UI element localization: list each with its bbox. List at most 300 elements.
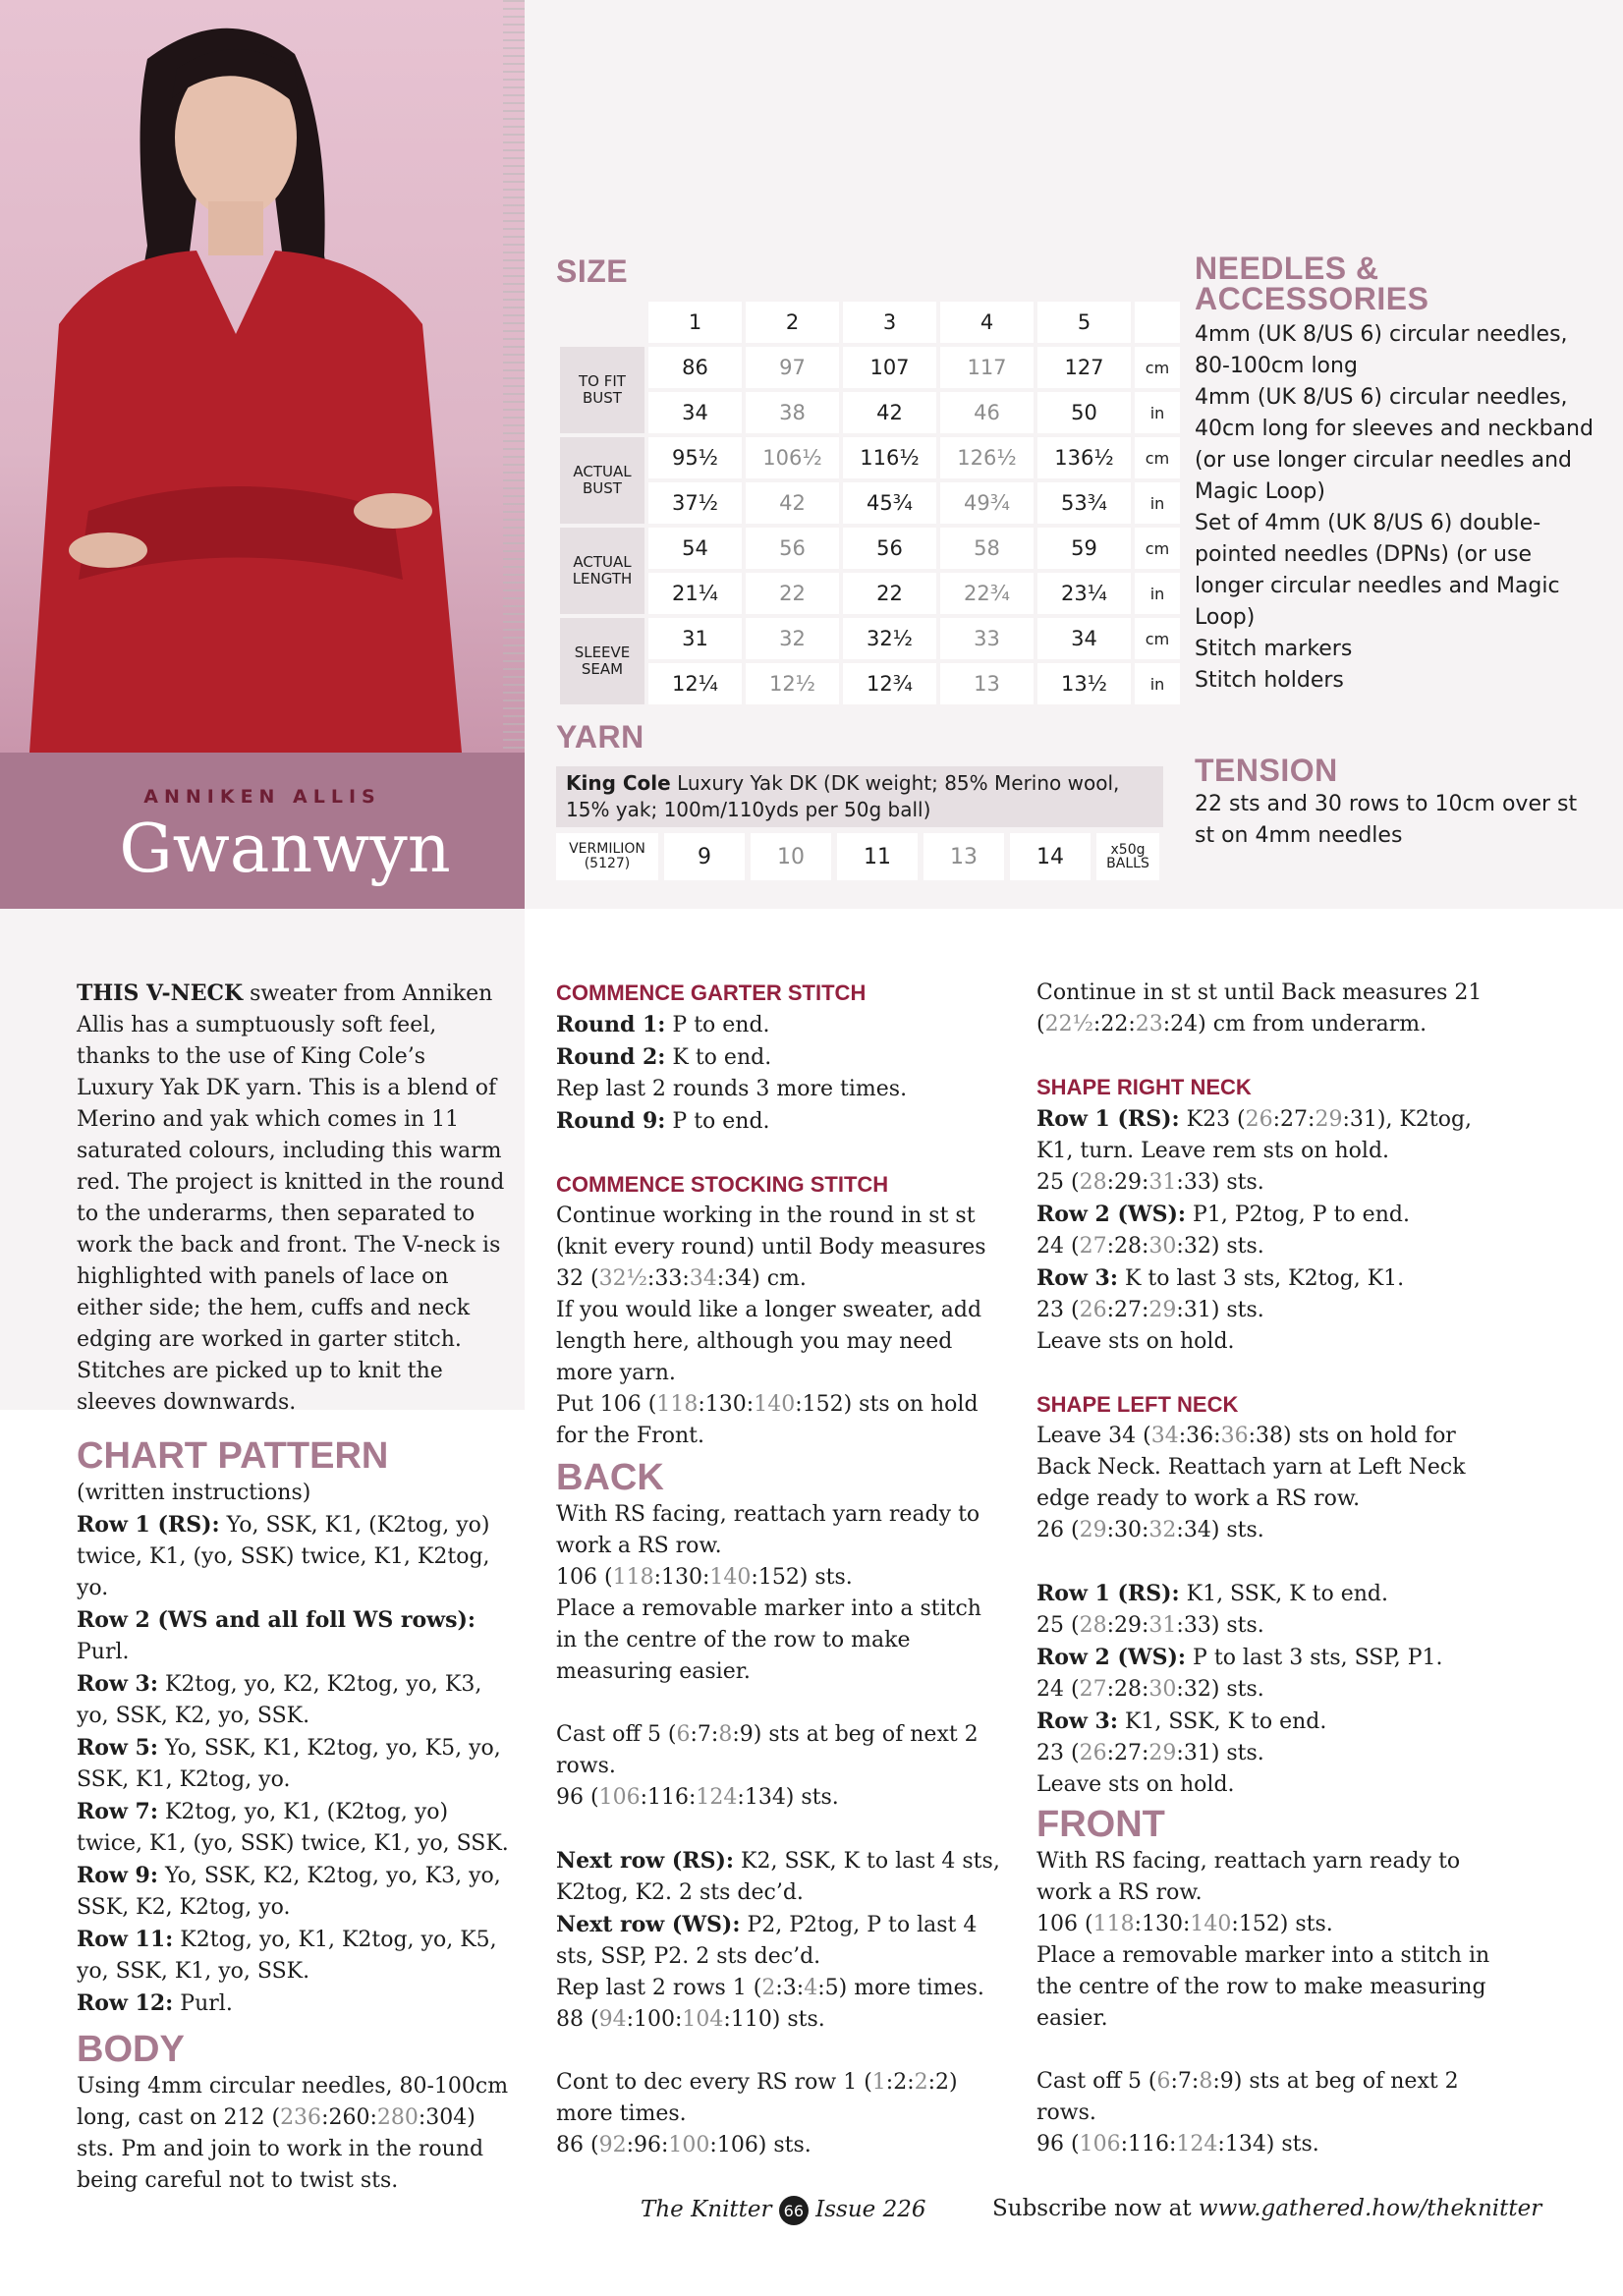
chart-row (77, 1924, 519, 1988)
txt: 26 (1079, 1741, 1107, 1765)
intro-column (77, 978, 509, 1419)
size-value: 59 (1037, 528, 1131, 569)
needles-heading (1195, 253, 1450, 314)
size-value: 31 (648, 618, 742, 659)
txt: 106 (598, 1785, 641, 1810)
txt: 23 ( (1036, 1741, 1080, 1765)
back-repeat (556, 1973, 1008, 2004)
txt: 28 (1079, 1170, 1107, 1195)
txt: 6 (676, 1722, 691, 1747)
row-text: Purl. (77, 1640, 130, 1664)
left-neck-row (1036, 1578, 1498, 1610)
row-text: K2, SSK, K to last 4 sts, K2tog, K2. 2 sts dec’d. (556, 1849, 1000, 1905)
yarn-brand: King Cole (566, 771, 671, 795)
row-label: Row 1 (RS): (1036, 1106, 1180, 1132)
right-neck-sts (1036, 1295, 1498, 1326)
row-text: K1, SSK, K to end. (1117, 1709, 1327, 1734)
front-sts (1036, 2129, 1498, 2160)
subscribe-text: Subscribe now at (992, 2196, 1199, 2221)
row-text: Yo, SSK, K2, K2tog, yo, K3, yo, SSK, K2, K2tog, yo. (77, 1864, 501, 1920)
size-value: 34 (648, 392, 742, 433)
chart-heading: CHART PATTERN (77, 1435, 389, 1477)
ball-unit-top: x50g (1110, 842, 1146, 858)
txt: :110) sts. (723, 2007, 825, 2032)
page-number: 66 (779, 2196, 809, 2225)
size-value: 58 (940, 528, 1034, 569)
txt: 27 (1079, 1234, 1107, 1259)
size-row (560, 528, 1180, 569)
size-value: 56 (746, 528, 839, 569)
txt: :116: (1120, 2132, 1177, 2156)
size-row (560, 347, 1180, 388)
txt: :33) sts. (1176, 1170, 1264, 1195)
right-neck-row (1036, 1199, 1498, 1231)
issue-number: Issue 226 (815, 2197, 926, 2222)
row-text: Purl. (173, 1991, 233, 2016)
model-photo (0, 0, 525, 753)
continue-text (1036, 978, 1498, 1040)
size-value: 22¾ (940, 573, 1034, 614)
txt: 2 (914, 2070, 928, 2095)
row-label: ACTUAL BUST (560, 437, 644, 524)
txt: 29 (1079, 1518, 1107, 1542)
txt: :31) sts. (1176, 1298, 1264, 1322)
size-value: 42 (746, 482, 839, 524)
txt: :134) sts. (737, 1785, 839, 1810)
size-value: 12½ (746, 663, 839, 704)
blank-cell (1135, 302, 1180, 343)
needles-item: Set of 4mm (UK 8/US 6) double-pointed needles (DPNs) (or use longer circular needles and Magic Loop) (1195, 511, 1560, 630)
spacer (1036, 1546, 1498, 1578)
row-label: Round 9: (556, 1108, 666, 1134)
garter-heading: COMMENCE GARTER STITCH (556, 980, 867, 1005)
txt: 124 (696, 1785, 738, 1810)
txt: :38) sts on hold for Back Neck. Reattach yarn at Left Neck edge ready to work a RS row. (1036, 1424, 1466, 1511)
ball-count: 13 (923, 833, 1004, 880)
ball-unit (1096, 833, 1159, 880)
txt: :5) more times. (817, 1976, 984, 2000)
txt: Leave 34 ( (1036, 1424, 1151, 1448)
back-text: With RS facing, reattach yarn ready to work a RS row. (556, 1502, 980, 1558)
txt: 30 (1148, 1234, 1177, 1259)
right-neck-heading: SHAPE RIGHT NECK (1036, 1075, 1252, 1099)
chart-row (77, 1988, 519, 2020)
yarn-heading: YARN (556, 719, 644, 755)
txt: :9) sts at beg of next 2 rows. (1036, 2069, 1459, 2125)
body-text (77, 2071, 519, 2197)
magazine-name: The Knitter (641, 2197, 772, 2222)
txt: :130: (1134, 1912, 1191, 1936)
front-text: Place a removable marker into a stitch in the centre of the row to make measuring easier. (1036, 1943, 1490, 2031)
txt: 124 (1176, 2132, 1218, 2156)
left-neck-sts (1036, 1674, 1498, 1706)
left-neck-text (1036, 1421, 1498, 1515)
size-table (556, 298, 1184, 708)
row-label: Row 2 (WS): (1036, 1202, 1187, 1227)
unit-cm: cm (1135, 618, 1180, 659)
txt: 31 (1148, 1613, 1177, 1638)
txt: 8 (1199, 2069, 1213, 2094)
txt: :32) sts. (1176, 1677, 1264, 1702)
garter-row (556, 1041, 1008, 1074)
left-neck-sts (1036, 1738, 1498, 1769)
spacer (1036, 2035, 1498, 2066)
txt: 25 ( (1036, 1170, 1080, 1195)
txt: 2 (761, 1976, 776, 2000)
size-value: 13 (940, 663, 1034, 704)
footer-issue (641, 2196, 925, 2225)
model-illustration (0, 0, 525, 753)
chart-row (77, 1509, 519, 1604)
colour-code: (5127) (584, 856, 631, 871)
txt: 8 (718, 1722, 733, 1747)
unit-in: in (1135, 392, 1180, 433)
txt: :33) sts. (1176, 1613, 1264, 1638)
size-value: 49¾ (940, 482, 1034, 524)
right-neck-row (1036, 1262, 1498, 1295)
row-label: Row 1 (RS): (77, 1512, 220, 1538)
back-sts (556, 2130, 1008, 2161)
txt: :260: (321, 2105, 377, 2130)
txt: :7: (690, 1722, 719, 1747)
footer-subscribe (992, 2196, 1541, 2221)
row-text: P2, P2tog, P to last 4 sts, SSP, P2. 2 sts dec’d. (556, 1913, 978, 1969)
txt: 1 (871, 2070, 886, 2095)
left-neck-row (1036, 1706, 1498, 1738)
txt: Continue working in the round in st st (knit every round) until Body measures 32 ( (556, 1204, 986, 1291)
txt: :27: (1106, 1741, 1149, 1765)
txt: 104 (682, 2007, 724, 2032)
row-label: Row 5: (77, 1735, 158, 1761)
txt: 88 ( (556, 2007, 599, 2032)
back-castoff (556, 1719, 1008, 1782)
txt: 118 (612, 1565, 654, 1590)
txt: 140 (1190, 1912, 1232, 1936)
txt: :32) sts. (1176, 1234, 1264, 1259)
left-neck-leave: Leave sts on hold. (1036, 1772, 1235, 1797)
spacer (1036, 1040, 1498, 1072)
txt: 106 ( (556, 1565, 613, 1590)
column-2 (556, 978, 1008, 2161)
ball-count: 9 (664, 833, 745, 880)
txt: :130: (698, 1392, 755, 1417)
size-value: 32 (746, 618, 839, 659)
size-value: 56 (843, 528, 936, 569)
stocking-heading: COMMENCE STOCKING STITCH (556, 1172, 889, 1197)
txt: Cont to dec every RS row 1 ( (556, 2070, 872, 2095)
row-label: Row 3: (1036, 1265, 1118, 1291)
size-value: 45¾ (843, 482, 936, 524)
intro-lead: THIS V-NECK (77, 980, 244, 1006)
size-value: 42 (843, 392, 936, 433)
size-value: 53¾ (1037, 482, 1131, 524)
size-value: 32½ (843, 618, 936, 659)
row-text: P1, P2tog, P to end. (1186, 1203, 1410, 1227)
size-row (560, 392, 1180, 433)
back-sts (556, 1562, 1008, 1594)
size-value: 38 (746, 392, 839, 433)
size-number: 3 (843, 302, 936, 343)
stocking-text (556, 1201, 1008, 1295)
spacer (556, 1688, 1008, 1719)
left-neck-sts (1036, 1610, 1498, 1642)
row-text: Yo, SSK, K1, (K2tog, yo) twice, K1, (yo, SSK) twice, K1, K2tog, yo. (77, 1513, 490, 1600)
size-value: 54 (648, 528, 742, 569)
row-label: Row 1 (RS): (1036, 1581, 1180, 1606)
txt: 118 (1092, 1912, 1135, 1936)
txt: 27 (1079, 1677, 1107, 1702)
row-label: Row 9: (77, 1863, 158, 1888)
row-label: Row 2 (WS and all foll WS rows): (77, 1607, 476, 1633)
txt: Put 106 ( (556, 1392, 657, 1417)
unit-cm: cm (1135, 528, 1180, 569)
back-sts (556, 2004, 1008, 2036)
txt: 29 (1315, 1107, 1343, 1132)
row-label: Next row (RS): (556, 1848, 735, 1874)
txt: Continue in st st until Back measures 21 ( (1036, 980, 1483, 1036)
size-value: 95½ (648, 437, 742, 478)
txt: :27: (1272, 1107, 1315, 1132)
txt: 24 ( (1036, 1677, 1080, 1702)
txt: :2) more times. (556, 2070, 958, 2126)
size-value: 107 (843, 347, 936, 388)
back-text: Place a removable marker into a stitch in the centre of the row to make measuring easier. (556, 1596, 981, 1684)
size-number: 1 (648, 302, 742, 343)
row-text: K2tog, yo, K1, K2tog, yo, K5, yo, SSK, K1, yo, SSK. (77, 1928, 497, 1984)
txt: 22½ (1044, 1012, 1093, 1036)
row-text: P to end. (665, 1109, 770, 1134)
intro-text: sweater from Anniken Allis has a sumptuously soft feel, thanks to the use of King Cole’s Luxury Yak DK yarn. This is a blend of Merino and yak which comes in 11 saturated colours, including this warm red. The project is knitted in the round to the underarms, then separated to work the back and front. The V-neck is highlighted with panels of lace on either side; the hem, cuffs and neck edging are worked in garter stitch. Stitches are picked up to knit the sleeves downwards. (77, 981, 505, 1415)
chart-row (77, 1860, 519, 1924)
txt: 26 ( (1036, 1518, 1080, 1542)
txt: 106 (1079, 2132, 1121, 2156)
txt: 34 (689, 1266, 717, 1291)
txt: K23 ( (1179, 1107, 1246, 1132)
size-value: 13½ (1037, 663, 1131, 704)
row-text: P to end. (665, 1013, 770, 1037)
unit-cm: cm (1135, 347, 1180, 388)
chart-subtitle: (written instructions) (77, 1481, 311, 1505)
unit-in: in (1135, 573, 1180, 614)
left-neck-sts (1036, 1515, 1498, 1546)
txt: :96: (626, 2133, 669, 2157)
txt: :152) sts. (751, 1565, 853, 1590)
column-3 (1036, 978, 1498, 2160)
txt: 32 (1148, 1518, 1177, 1542)
txt: 30 (1148, 1677, 1177, 1702)
txt: 280 (376, 2105, 419, 2130)
txt: 23 ( (1036, 1298, 1080, 1322)
ball-count: 10 (751, 833, 831, 880)
chart-row (77, 1604, 519, 1668)
needles-item: Stitch markers (1195, 637, 1353, 661)
size-row (560, 618, 1180, 659)
row-label: Row 3: (77, 1671, 158, 1697)
row-label: Round 2: (556, 1044, 666, 1070)
txt: :116: (640, 1785, 697, 1810)
size-value: 33 (940, 618, 1034, 659)
txt: :28: (1106, 1234, 1149, 1259)
garter-row (556, 1105, 1008, 1138)
back-dec (556, 2067, 1008, 2130)
left-neck-heading: SHAPE LEFT NECK (1036, 1392, 1239, 1417)
txt: 25 ( (1036, 1613, 1080, 1638)
size-value: 126½ (940, 437, 1034, 478)
ball-unit-bottom: BALLS (1106, 856, 1149, 871)
garter-row (556, 1009, 1008, 1041)
row-label: Row 7: (77, 1799, 158, 1824)
txt: :34) cm. (716, 1266, 807, 1291)
size-value: 136½ (1037, 437, 1131, 478)
txt: 96 ( (556, 1785, 599, 1810)
txt: :7: (1170, 2069, 1200, 2094)
right-neck-sts (1036, 1167, 1498, 1199)
txt: :33: (646, 1266, 690, 1291)
needles-heading-line1: NEEDLES & (1195, 251, 1379, 286)
left-neck-row (1036, 1642, 1498, 1674)
row-label: Row 3: (1036, 1708, 1118, 1734)
txt: :34) sts. (1176, 1518, 1264, 1542)
txt: :3: (775, 1976, 805, 2000)
txt: 29 (1148, 1741, 1177, 1765)
stocking-longer: If you would like a longer sweater, add length here, although you may need more yarn. (556, 1298, 982, 1385)
txt: 86 ( (556, 2133, 599, 2157)
size-number: 2 (746, 302, 839, 343)
txt: Cast off 5 ( (1036, 2069, 1157, 2094)
txt: :152) sts. (1231, 1912, 1333, 1936)
txt: 100 (668, 2133, 710, 2157)
txt: 29 (1148, 1298, 1177, 1322)
author-name: ANNIKEN ALLIS (143, 786, 381, 808)
row-label: Row 12: (77, 1990, 174, 2016)
txt: 36 (1220, 1424, 1249, 1448)
front-heading: FRONT (1036, 1804, 1165, 1845)
size-value: 21¼ (648, 573, 742, 614)
spacer (1036, 1358, 1498, 1389)
right-neck-sts (1036, 1231, 1498, 1262)
subscribe-link[interactable]: www.gathered.how/theknitter (1198, 2196, 1542, 2221)
size-row (560, 482, 1180, 524)
txt: 236 (280, 2105, 322, 2130)
unit-in: in (1135, 663, 1180, 704)
txt: Cast off 5 ( (556, 1722, 677, 1747)
row-label: SLEEVE SEAM (560, 618, 644, 704)
row-label: Round 1: (556, 1012, 666, 1037)
txt: 26 (1079, 1298, 1107, 1322)
front-sts (1036, 1909, 1498, 1940)
size-header-row (560, 302, 1180, 343)
row-text: K to last 3 sts, K2tog, K1. (1117, 1266, 1405, 1291)
chart-row (77, 1732, 519, 1796)
size-value: 116½ (843, 437, 936, 478)
row-label: ACTUAL LENGTH (560, 528, 644, 614)
front-castoff (1036, 2066, 1498, 2129)
tension-heading: TENSION (1195, 753, 1338, 788)
txt: :100: (626, 2007, 683, 2032)
spacer (556, 1814, 1008, 1845)
right-neck-row (1036, 1103, 1498, 1167)
pattern-title: Gwanwyn (119, 811, 451, 888)
size-value: 12¾ (843, 663, 936, 704)
txt: :9) sts at beg of next 2 rows. (556, 1722, 979, 1778)
garter-repeat: Rep last 2 rounds 3 more times. (556, 1077, 908, 1101)
txt: 4 (804, 1976, 818, 2000)
size-value: 86 (648, 347, 742, 388)
unit-cm: cm (1135, 437, 1180, 478)
size-value: 12¼ (648, 663, 742, 704)
unit-in: in (1135, 482, 1180, 524)
size-row (560, 573, 1180, 614)
size-value: 22 (746, 573, 839, 614)
needles-item: 4mm (UK 8/US 6) circular needles, 80-100cm long (1195, 322, 1568, 378)
txt: :27: (1106, 1298, 1149, 1322)
row-text: K to end. (665, 1045, 772, 1070)
chart-row (77, 1796, 519, 1860)
colour-name: VERMILION (569, 841, 645, 857)
needles-item: 4mm (UK 8/US 6) circular needles, 40cm long for sleeves and neckband (or use longer circular needles and Magic Loop) (1195, 385, 1594, 504)
row-label: TO FIT BUST (560, 347, 644, 433)
txt: Rep last 2 rows 1 ( (556, 1976, 762, 2000)
chart-row (77, 1668, 519, 1732)
txt: 118 (656, 1392, 699, 1417)
txt: 32½ (598, 1266, 647, 1291)
size-value: 22 (843, 573, 936, 614)
size-number: 5 (1037, 302, 1131, 343)
txt: :24) cm from underarm. (1162, 1012, 1427, 1036)
colour-label (556, 833, 658, 880)
txt: 140 (754, 1392, 796, 1417)
row-label: Next row (WS): (556, 1912, 741, 1937)
txt: :2: (885, 2070, 915, 2095)
txt: :134) sts. (1217, 2132, 1319, 2156)
back-sts (556, 1782, 1008, 1814)
size-number: 4 (940, 302, 1034, 343)
row-text: P to last 3 sts, SSP, P1. (1186, 1646, 1443, 1670)
txt: :304) sts. Pm and join to work in the round being careful not to twist sts. (77, 2105, 484, 2193)
txt: 94 (598, 2007, 627, 2032)
chart-column (77, 1434, 519, 2197)
spacer (556, 2036, 1008, 2067)
row-text: K1, SSK, K to end. (1179, 1582, 1389, 1606)
txt: 140 (709, 1565, 752, 1590)
txt: 96 ( (1036, 2132, 1080, 2156)
txt: :22: (1092, 1012, 1136, 1036)
txt: 34 (1150, 1424, 1179, 1448)
txt: :152) sts on hold for the Front. (556, 1392, 979, 1448)
needles-item: Stitch holders (1195, 668, 1344, 693)
size-value: 106½ (746, 437, 839, 478)
row-text: Yo, SSK, K1, K2tog, yo, K5, yo, SSK, K1, K2tog, yo. (77, 1736, 501, 1792)
size-heading: SIZE (556, 253, 629, 289)
size-row (560, 663, 1180, 704)
txt: Using 4mm circular needles, 80-100cm long, cast on 212 ( (77, 2074, 509, 2130)
txt: 23 (1135, 1012, 1163, 1036)
yarn-description (556, 766, 1163, 827)
back-next-row (556, 1845, 1008, 1909)
txt: :106) sts. (709, 2133, 812, 2157)
txt: 24 ( (1036, 1234, 1080, 1259)
size-value: 50 (1037, 392, 1131, 433)
size-row (560, 437, 1180, 478)
txt: :30: (1106, 1518, 1149, 1542)
row-label: Row 11: (77, 1927, 174, 1952)
size-value: 117 (940, 347, 1034, 388)
txt: :130: (653, 1565, 710, 1590)
txt: :31) sts. (1176, 1741, 1264, 1765)
yarn-quantities (556, 833, 1159, 880)
size-value: 127 (1037, 347, 1131, 388)
txt: :31), K2tog, K1, turn. Leave rem sts on hold. (1036, 1107, 1473, 1163)
